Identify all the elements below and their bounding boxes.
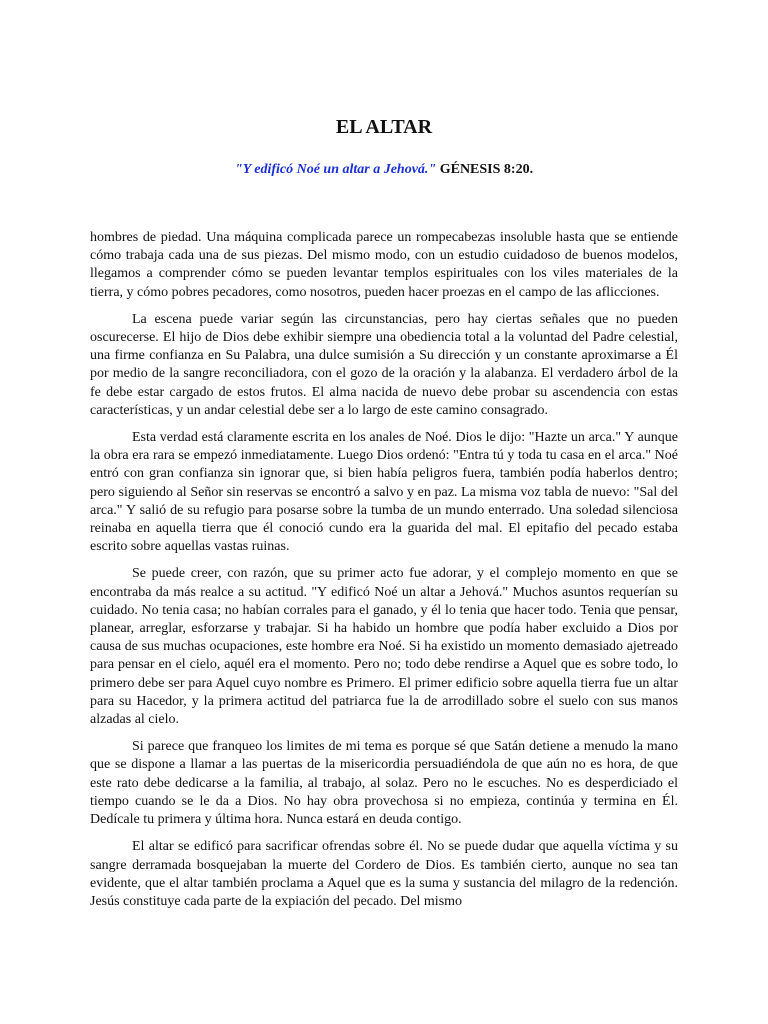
page-title: EL ALTAR [335, 116, 433, 139]
paragraph: La escena puede variar según las circunstancias, pero hay ciertas señales que no pueden oscurecerse. El hijo de Dios debe exhibir siempre una obediencia total a la voluntad del Padre celestial, una firme confianza en Su Palabra, una dulce sumisión a Su dirección y un constante aproximarse a Él por medio de la sangre reconciliadora, con el gozo de la oración y la alabanza. El verdadero árbol de la fe debe estar cargado de estos frutos. El alma nacida de nuevo debe probar su ascendencia con estas características, y un andar celestial debe ser a lo largo de este camino consagrado. [90, 311, 678, 418]
paragraph: hombres de piedad. Una máquina complicada parece un rompecabezas insoluble hasta que se entiende cómo trabaja cada una de sus piezas. Del mismo modo, con un estudio cuidadoso de buenos modelos, llegamos a comprender cómo se pueden levantar templos espirituales con los viles materiales de la tierra, y cómo pobres pecadores, como nosotros, pueden hacer proezas en el campo de las aflicciones. [90, 230, 678, 300]
epigraph [0, 160, 768, 180]
paragraph: El altar se edificó para sacrificar ofrendas sobre él. No se puede dudar que aquella víctima y su sangre derramada bosquejaban la muerte del Cordero de Dios. Es también cierto, aunque no sea tan evidente, que el altar también proclama a Aquel que es la suma y sustancia del milagro de la redención. Jesús constituye cada parte de la expiación del pecado. Del mismo [90, 839, 678, 909]
epigraph-reference: GÉNESIS 8:20. [439, 162, 534, 177]
body-text [90, 229, 678, 920]
paragraph: Se puede creer, con razón, que su primer acto fue adorar, y el complejo momento en que se encontraba da más realce a su actitud. "Y edificó Noé un altar a Jehová." Muchos asuntos requerían su cuidado. No tenia casa; no habían corrales para el ganado, y él lo tenia que hacer todo. Tenia que pensar, planear, arreglar, esforzarse y trabajar. Si ha habido un hombre que podía haber excluido a Dios por causa de sus muchas ocupaciones, este hombre era Noé. Si ha existido un momento demasiado ajetreado para pensar en el cielo, aquél era el momento. Pero no; todo debe rendirse a Aquel que es sobre todo, lo primero debe ser para Aquel cuyo nombre es Primero. El primer edificio sobre aquella tierra fue un altar para su Hacedor, y la primera actitud del patriarca fue la de arrodillado sobre el suelo con sus manos alzadas al cielo. [90, 566, 678, 728]
epigraph-quote: "Y edificó Noé un altar a Jehová." [234, 162, 437, 177]
paragraph: Si parece que franqueo los limites de mi tema es porque sé que Satán detiene a menudo la mano que se dispone a llamar a las puertas de la misericordia persuadiéndola de que aún no es hora, de que este rato debe dedicarse a la familia, al trabajo, al solaz. Pero no le escuches. No es desperdiciado el tiempo cuando se le da a Dios. No hay obra provechosa si no empieza, continúa y termina en Él. Dedícale tu primera y última hora. Nunca estará en deuda contigo. [90, 739, 678, 828]
paragraph: Esta verdad está claramente escrita en los anales de Noé. Dios le dijo: "Hazte un arca." Y aunque la obra era rara se empezó inmediatamente. Luego Dios ordenó: "Entra tú y toda tu casa en el arca." Noé entró con gran confianza sin ignorar que, si bien había peligros fuera, también podía haberlos dentro; pero siguiendo al Señor sin reservas se encontró a salvo y en paz. La misma voz tabla de nuevo: "Sal del arca." Y salió de su refugio para posarse sobre la tumba de un mundo enterrado. Una soledad silenciosa reinaba en aquella tierra que él conoció cundo era la guarida del mal. El epitafio del pecado estaba escrito sobre aquellas vastas ruinas. [90, 430, 678, 555]
